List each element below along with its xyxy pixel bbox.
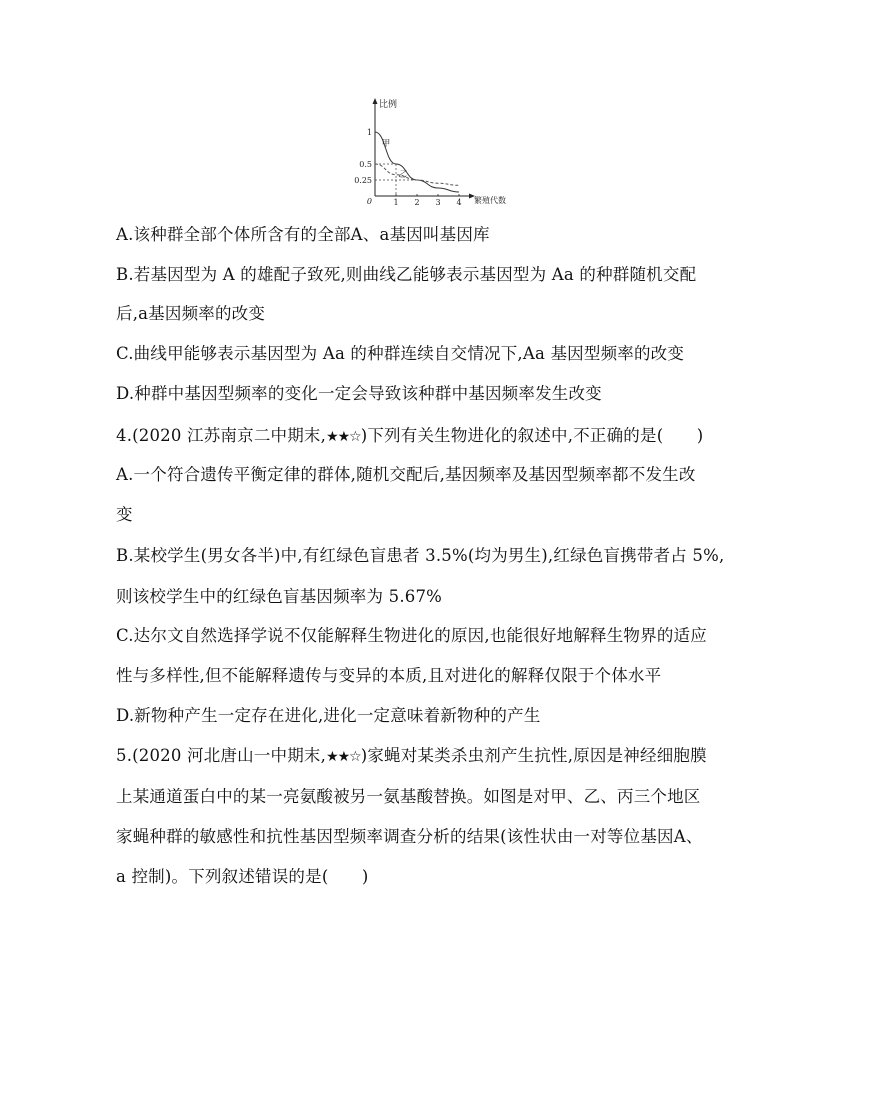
x-tick-label: 1 xyxy=(393,198,399,207)
origin-label: 0 xyxy=(366,197,372,206)
x-tick-label: 2 xyxy=(414,198,420,207)
q5-stem-line-3: 家蝇种群的敏感性和抗性基因型频率调查分析的结果(该性状由一对等位基因A、 xyxy=(116,827,703,846)
chart-labels xyxy=(354,98,506,207)
y-tick-label: 0.5 xyxy=(359,160,372,169)
difficulty-stars: ★★☆ xyxy=(326,749,361,765)
q4-option-b: B.某校学生(男女各半)中,有红绿色盲患者 3.5%(均为男生),红绿色盲携带者占 5%, xyxy=(116,546,725,565)
q4-option-d: D.新物种产生一定存在进化,进化一定意味着新物种的产生 xyxy=(116,706,541,725)
q4-option-b-cont: 则该校学生中的红绿色盲基因频率为 5.67% xyxy=(116,587,443,606)
series-label-yi: 乙 xyxy=(398,169,407,180)
y-axis-label: 比例 xyxy=(379,100,398,110)
q4-option-c-cont: 性与多样性,但不能解释遗传与变异的本质,且对进化的解释仅限于个体水平 xyxy=(116,666,662,685)
x-tick-label: 4 xyxy=(456,198,462,207)
q5-question: )家蝇对某类杀虫剂产生抗性,原因是神经细胞膜 xyxy=(360,746,707,765)
y-axis-arrow xyxy=(373,98,378,104)
chart-guides xyxy=(375,164,417,196)
x-tick-label: 3 xyxy=(435,198,441,207)
q3-option-b-cont: 后,a基因频率的改变 xyxy=(116,304,266,323)
q4-option-c: C.达尔文自然选择学说不仅能解释生物进化的原因,也能很好地解释生物界的适应 xyxy=(116,626,707,645)
q4-option-a: A.一个符合遗传平衡定律的群体,随机交配后,基因频率及基因型频率都不发生改 xyxy=(116,465,696,484)
q3-option-c: C.曲线甲能够表示基因型为 Aa 的种群连续自交情况下,Aa 基因型频率的改变 xyxy=(116,344,685,363)
q5-stem-line-4: a 控制)。下列叙述错误的是( ) xyxy=(116,867,369,886)
q3-option-d: D.种群中基因型频率的变化一定会导致该种群中基因频率发生改变 xyxy=(116,384,602,403)
x-axis-label: 繁殖代数 xyxy=(474,196,506,205)
q4-stem xyxy=(116,425,703,448)
y-tick-label: 0.25 xyxy=(354,176,372,185)
q5-stem-line-2: 上某通道蛋白中的某一亮氨酸被另一氨基酸替换。如图是对甲、乙、丙三个地区 xyxy=(116,787,701,806)
difficulty-stars: ★★☆ xyxy=(326,429,361,445)
q4-question: )下列有关生物进化的叙述中,不正确的是( ) xyxy=(360,426,704,445)
q4-source: 4.(2020 江苏南京二中期末, xyxy=(116,426,327,445)
q5-source: 5.(2020 河北唐山一中期末, xyxy=(116,746,327,765)
q4-option-a-cont: 变 xyxy=(116,505,133,524)
q3-option-b: B.若基因型为 A 的雄配子致死,则曲线乙能够表示基因型为 Aa 的种群随机交配 xyxy=(116,265,697,284)
series-line-yi xyxy=(375,164,459,185)
genotype-frequency-chart xyxy=(350,95,506,210)
q5-stem xyxy=(116,745,707,768)
y-tick-label: 1 xyxy=(366,128,372,137)
series-label-jia: 甲 xyxy=(381,139,391,150)
q3-option-a: A.该种群全部个体所含有的全部A、a基因叫基因库 xyxy=(116,225,490,244)
